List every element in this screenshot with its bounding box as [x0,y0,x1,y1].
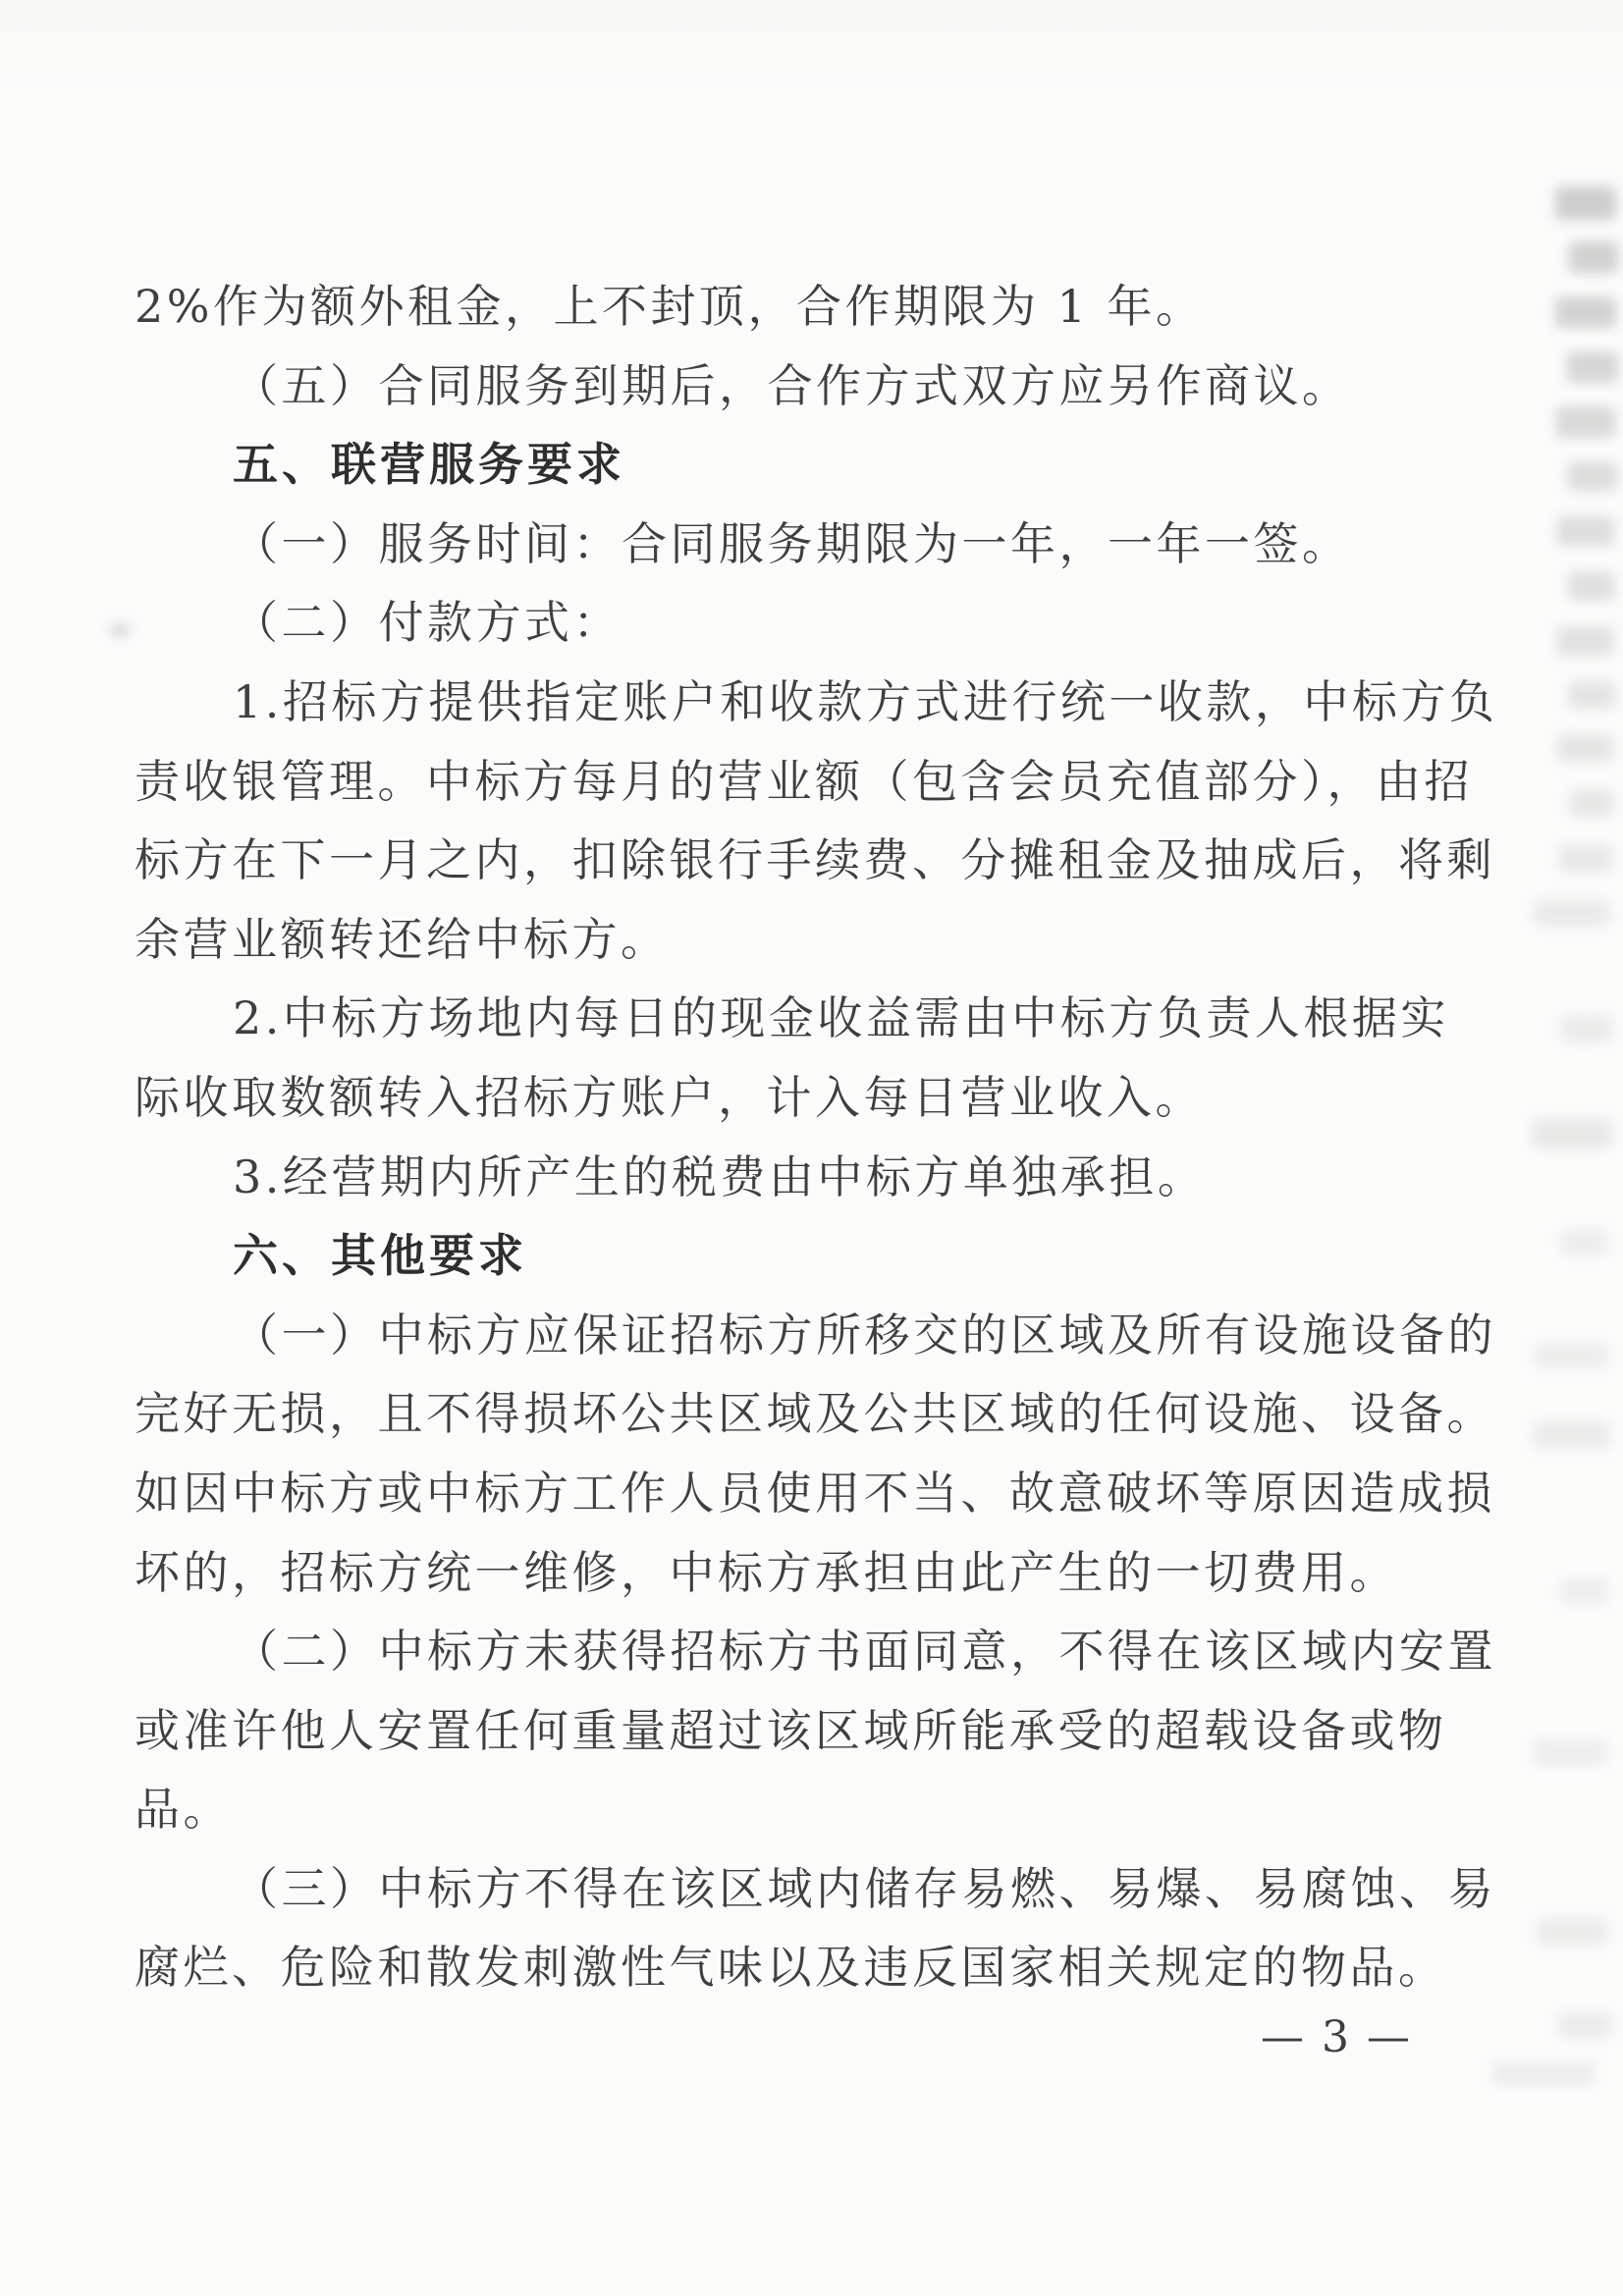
text-line: 际收取数额转入招标方账户，计入每日营业收入。 [135,1070,1204,1124]
text-line: 品。 [135,1783,232,1837]
bleed-smudge [1556,406,1615,438]
bleed-smudge [1568,681,1615,709]
section-heading: 五、联营服务要求 [233,438,625,492]
bleed-smudge [1568,571,1615,601]
bleed-smudge [1534,1343,1608,1368]
text-line: （五）合同服务到期后，合作方式双方应另作商议。 [233,358,1351,412]
bleed-smudge [1534,899,1610,927]
text-line: 余营业额转还给中标方。 [135,912,670,966]
text-line: 标方在下一月之内，扣除银行手续费、分摊租金及抽成后，将剩 [135,833,1495,887]
text-line: 1.招标方提供指定账户和收款方式进行统一收款，中标方负 [233,674,1498,728]
bleed-smudge [1559,2012,1612,2038]
bleed-smudge [1569,241,1618,273]
bleed-smudge [1561,1015,1612,1042]
text-line: （三）中标方不得在该区域内储存易燃、易爆、易腐蚀、易 [233,1861,1496,1915]
bleed-smudge [1559,844,1612,872]
bleed-smudge [1534,1739,1608,1765]
bleed-smudge [1561,1578,1608,1604]
page-number: — 3 — [1261,2012,1412,2062]
text-line: （二）中标方未获得招标方书面同意，不得在该区域内安置 [233,1625,1496,1679]
bleed-smudge [1569,789,1614,817]
text-line: 坏的，招标方统一维修，中标方承担由此产生的一切费用。 [135,1545,1398,1599]
text-line: 完好无损，且不得损坏公共区域及公共区域的任何设施、设备。 [135,1387,1495,1441]
document-body [135,267,1507,2007]
text-line: 3.经营期内所产生的税费由中标方单独承担。 [233,1149,1207,1203]
bleed-smudge [110,624,130,636]
text-line: 或准许他人安置任何重量超过该区域所能承受的超载设备或物 [135,1703,1447,1757]
bleed-smudge [1534,1421,1610,1449]
text-line: 如因中标方或中标方工作人员使用不当、故意破坏等原因造成损 [135,1466,1495,1520]
text-line: （二）付款方式： [233,596,622,650]
text-line: 2.中标方场地内每日的现金收益需由中标方负责人根据实 [233,991,1449,1045]
text-line: （一）服务时间：合同服务期限为一年，一年一签。 [233,516,1351,570]
bleed-smudge [1555,296,1616,328]
bleed-smudge [1555,187,1616,220]
text-line: 2%作为额外租金，上不封顶，合作期限为 1 年。 [135,280,1205,333]
bleed-smudge [1558,734,1613,762]
bleed-smudge [1568,461,1617,491]
bleed-smudge [1492,2061,1595,2085]
bleed-smudge [1557,516,1614,546]
text-line: （一）中标方应保证招标方所移交的区域及所有设施设备的 [233,1308,1496,1362]
section-heading: 六、其他要求 [233,1229,527,1283]
bleed-smudge [1557,626,1614,656]
text-line: 责收银管理。中标方每月的营业额（包含会员充值部分），由招 [135,754,1473,808]
bleed-smudge [1567,351,1618,383]
bleed-smudge [1561,1229,1608,1255]
text-line: 腐烂、危险和散发刺激性气味以及违反国家相关规定的物品。 [135,1941,1447,1995]
bleed-smudge [1532,1119,1612,1148]
bleed-smudge [1538,1918,1608,1946]
